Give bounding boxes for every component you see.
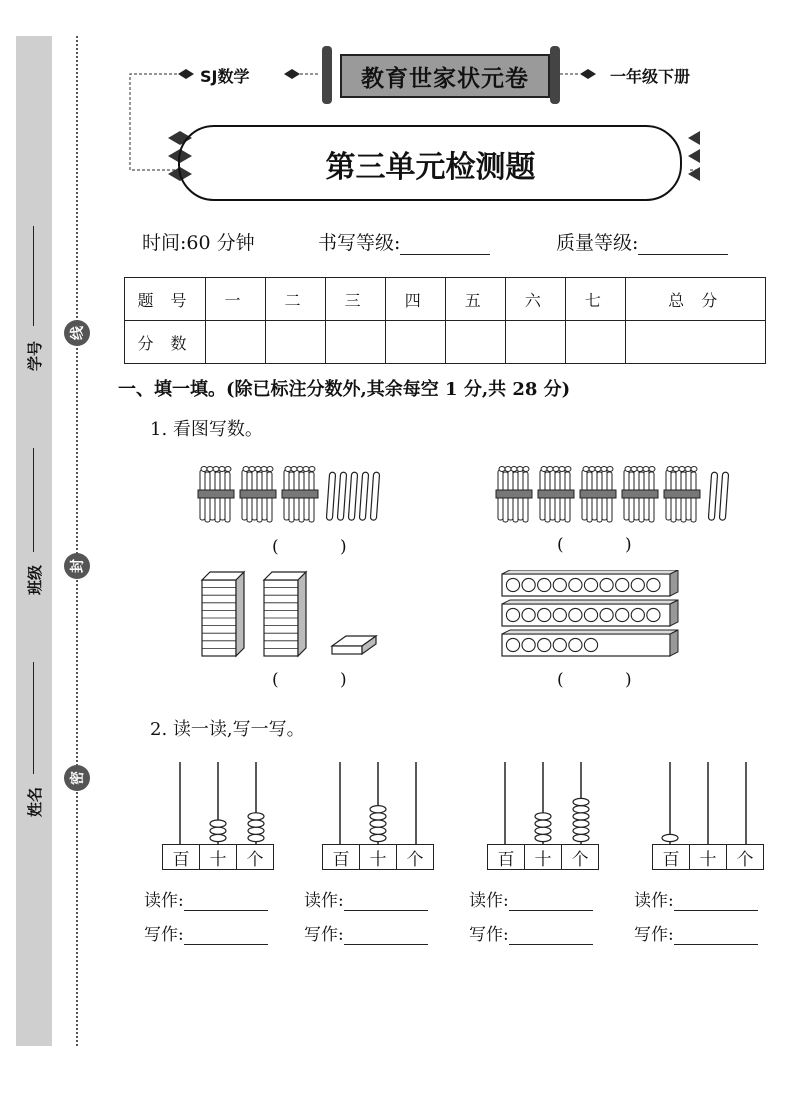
bead — [584, 638, 597, 651]
abacus-bead — [248, 834, 264, 841]
single-stick — [337, 472, 346, 520]
read-label: 读作: — [304, 891, 344, 911]
place-label: 百 — [163, 845, 200, 869]
score-header-cell: 五 — [446, 278, 506, 321]
answer-blank-2[interactable]: ( ) — [557, 535, 660, 555]
place-label: 百 — [323, 845, 360, 869]
write-row — [469, 920, 593, 945]
cut-line — [76, 36, 78, 1046]
page-title: 第三单元检测题 — [325, 149, 536, 185]
place-label: 个 — [736, 849, 754, 870]
read-answer-field[interactable] — [674, 890, 758, 911]
question-2: 2. 读一读,写一写。 — [150, 719, 305, 740]
single-stick — [719, 472, 728, 520]
score-row-label: 分 数 — [125, 321, 206, 364]
write-label: 写作: — [144, 925, 184, 945]
single-stick — [348, 472, 357, 520]
score-header-cell: 六 — [506, 278, 566, 321]
single-stick — [708, 472, 717, 520]
scroll-roll-left — [322, 46, 332, 104]
bead — [553, 638, 566, 651]
place-value-box — [322, 844, 434, 870]
grade-tag: 一年级下册 — [610, 67, 691, 86]
place-value-box — [487, 844, 599, 870]
abacus-bead — [573, 813, 589, 820]
stick-bundle — [622, 467, 658, 523]
place-label: 十 — [525, 845, 562, 869]
stick-bundle — [282, 467, 318, 523]
place-label: 个 — [406, 849, 424, 870]
hundred-block — [264, 572, 306, 656]
bead — [584, 608, 597, 621]
bead — [538, 578, 551, 591]
time-limit: 时间:60 分钟 — [142, 232, 255, 254]
abacus-bead — [248, 813, 264, 820]
seal-line: 线 — [64, 320, 90, 346]
abacus-bead — [662, 834, 678, 841]
score-header-cell: 三 — [326, 278, 386, 321]
bead-row — [502, 570, 678, 596]
abacus-rods — [320, 760, 440, 844]
place-label: 百 — [488, 845, 525, 869]
score-cell[interactable] — [206, 321, 266, 364]
abacus-bead — [573, 798, 589, 805]
score-table — [124, 277, 766, 364]
abacus-bead — [573, 806, 589, 813]
abacus-bead — [210, 827, 226, 834]
writing-grade-field[interactable] — [400, 234, 490, 255]
score-header-cell: 二 — [266, 278, 326, 321]
write-label: 写作: — [469, 925, 509, 945]
read-row — [469, 886, 593, 911]
bead — [522, 608, 535, 621]
abacus-2 — [304, 760, 450, 950]
cubes-figure — [196, 566, 386, 664]
place-label: 百 — [653, 845, 690, 869]
brand-title: 教育世家状元卷 — [340, 54, 550, 98]
abacus-bead — [535, 820, 551, 827]
quality-grade-field[interactable] — [638, 234, 728, 255]
class-label: 班级 — [25, 565, 44, 596]
score-cell[interactable] — [566, 321, 626, 364]
abacus-rods — [485, 760, 605, 844]
answer-blank-1[interactable]: ( ) — [272, 537, 375, 557]
bead — [616, 578, 629, 591]
bead — [522, 638, 535, 651]
bead — [631, 578, 644, 591]
score-header-cell: 四 — [386, 278, 446, 321]
stick-bundle — [496, 467, 532, 523]
bead — [647, 608, 660, 621]
bead — [569, 638, 582, 651]
abacus-bead — [370, 827, 386, 834]
bead-row — [502, 600, 678, 626]
abacus-bead — [210, 820, 226, 827]
bead — [553, 578, 566, 591]
read-row — [634, 886, 758, 911]
question-1: 1. 看图写数。 — [150, 419, 263, 440]
read-label: 读作: — [469, 891, 509, 911]
abacus-4 — [634, 760, 780, 950]
write-label: 写作: — [634, 925, 674, 945]
beads-figure — [500, 570, 690, 662]
bead — [569, 578, 582, 591]
read-row — [144, 886, 268, 911]
score-header-row — [125, 278, 766, 321]
score-cell[interactable] — [386, 321, 446, 364]
place-label: 个 — [246, 849, 264, 870]
single-stick — [370, 472, 379, 520]
bead — [631, 608, 644, 621]
bundles-figure-b — [494, 462, 734, 526]
answer-blank-4[interactable]: ( ) — [557, 670, 660, 690]
bundles-figure-a — [196, 462, 406, 526]
score-cell[interactable] — [266, 321, 326, 364]
bead — [506, 578, 519, 591]
bead — [506, 638, 519, 651]
score-header-cell: 一 — [206, 278, 266, 321]
bead — [647, 578, 660, 591]
write-row — [144, 920, 268, 945]
write-row — [634, 920, 758, 945]
class-line[interactable] — [33, 448, 34, 552]
abacus-1 — [144, 760, 290, 950]
score-header-cell: 七 — [566, 278, 626, 321]
section-heading: 一、填一填。(除已标注分数外,其余每空 1 分,共 28 分) — [118, 379, 571, 400]
student-id-line[interactable] — [33, 226, 34, 326]
abacus-bead — [370, 813, 386, 820]
abacus-bead — [573, 834, 589, 841]
read-label: 读作: — [144, 891, 184, 911]
bead — [584, 578, 597, 591]
flat-block — [332, 636, 376, 654]
read-row — [304, 886, 428, 911]
place-label: 十 — [200, 845, 237, 869]
score-value-row — [125, 321, 766, 364]
read-answer-field[interactable] — [344, 890, 428, 911]
place-label: 十 — [690, 845, 727, 869]
abacus-bead — [573, 820, 589, 827]
abacus-bead — [370, 834, 386, 841]
bead — [616, 608, 629, 621]
single-stick — [326, 472, 335, 520]
bead — [600, 608, 613, 621]
seal-secret: 密 — [64, 765, 90, 791]
bead — [522, 578, 535, 591]
bead — [538, 608, 551, 621]
read-answer-field[interactable] — [509, 890, 593, 911]
read-label: 读作: — [634, 891, 674, 911]
write-row — [304, 920, 428, 945]
abacus-bead — [370, 806, 386, 813]
single-stick — [359, 472, 368, 520]
seal-seal: 封 — [64, 553, 90, 579]
write-label: 写作: — [304, 925, 344, 945]
stick-bundle — [198, 467, 234, 523]
abacus-bead — [210, 834, 226, 841]
hundred-block — [202, 572, 244, 656]
abacus-bead — [535, 813, 551, 820]
place-value-box — [162, 844, 274, 870]
stick-bundle — [580, 467, 616, 523]
score-cell[interactable] — [506, 321, 566, 364]
name-label: 姓名 — [25, 787, 44, 818]
margin-strip — [16, 36, 52, 1046]
bead — [538, 638, 551, 651]
place-label: 个 — [571, 849, 589, 870]
abacus-bead — [370, 820, 386, 827]
abacus-bead — [573, 827, 589, 834]
place-value-box — [652, 844, 764, 870]
bead-row — [502, 630, 678, 656]
answer-blank-3[interactable]: ( ) — [272, 670, 375, 690]
score-cell[interactable] — [626, 321, 766, 364]
place-label: 十 — [360, 845, 397, 869]
name-line[interactable] — [33, 662, 34, 774]
bead — [553, 608, 566, 621]
score-header-cell: 题 号 — [125, 278, 206, 321]
abacus-rods — [160, 760, 280, 844]
score-cell[interactable] — [446, 321, 506, 364]
subject-tag: SJ数学 — [200, 67, 250, 86]
abacus-3 — [469, 760, 615, 950]
write-answer-field[interactable] — [509, 924, 593, 945]
bead — [569, 608, 582, 621]
bead — [600, 578, 613, 591]
read-answer-field[interactable] — [184, 890, 268, 911]
stick-bundle — [664, 467, 700, 523]
student-id-label: 学号 — [25, 341, 44, 372]
writing-grade-label: 书写等级: — [318, 232, 401, 254]
stick-bundle — [538, 467, 574, 523]
abacus-rods — [650, 760, 770, 844]
write-answer-field[interactable] — [674, 924, 758, 945]
abacus-bead — [535, 834, 551, 841]
stick-bundle — [240, 467, 276, 523]
quality-grade-label: 质量等级: — [556, 232, 639, 254]
abacus-bead — [248, 820, 264, 827]
abacus-bead — [535, 827, 551, 834]
abacus-bead — [248, 827, 264, 834]
write-answer-field[interactable] — [344, 924, 428, 945]
scroll-roll-right — [550, 46, 560, 104]
write-answer-field[interactable] — [184, 924, 268, 945]
bead — [506, 608, 519, 621]
score-cell[interactable] — [326, 321, 386, 364]
score-header-cell: 总 分 — [626, 278, 766, 321]
